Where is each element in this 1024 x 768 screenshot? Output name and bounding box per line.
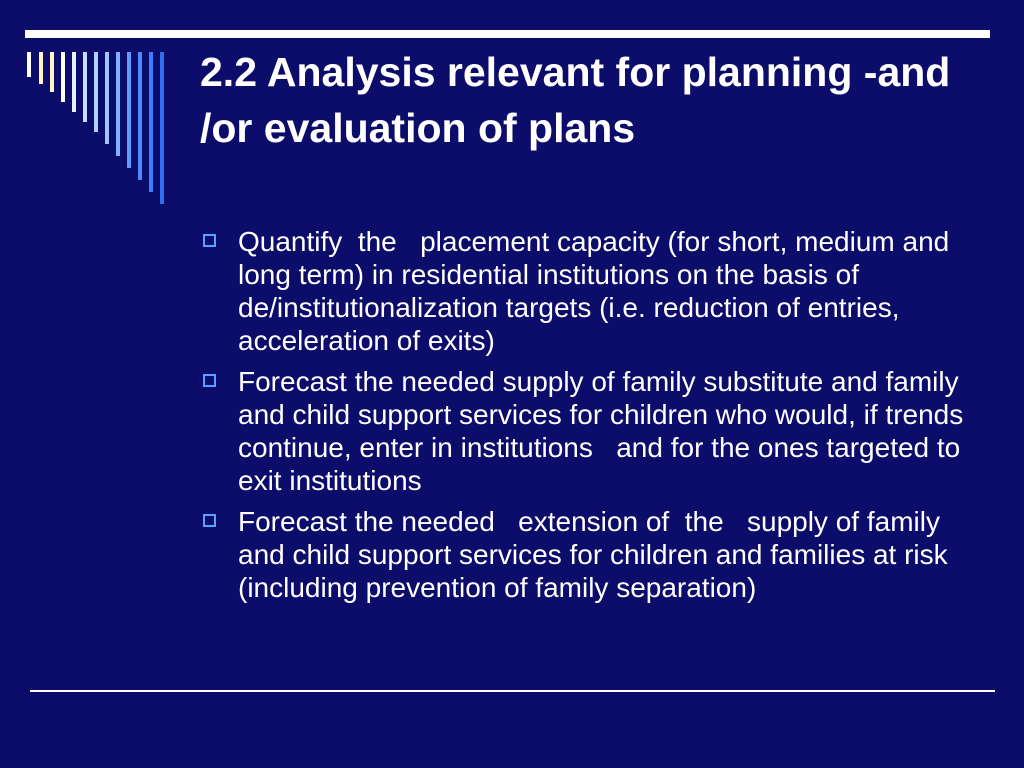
bullet-item — [203, 365, 993, 497]
slide-title: 2.2 Analysis relevant for planning -and /or evaluation of plans — [200, 49, 951, 151]
stripe — [94, 52, 98, 132]
hollow-square-bullet-icon — [203, 234, 216, 247]
stripe — [116, 52, 120, 156]
hollow-square-bullet-icon — [203, 514, 216, 527]
bullet-text: Forecast the needed supply of family substitute and family and child support services for children who would, if trends continue, enter in institutions and for the ones targeted to exit institutions — [238, 366, 972, 496]
stripe — [127, 52, 131, 168]
bullet-item — [203, 225, 993, 357]
vertical-stripes-decoration — [0, 0, 180, 220]
bullet-item — [203, 505, 993, 604]
bottom-divider-line — [30, 690, 995, 692]
hollow-square-bullet-icon — [203, 374, 216, 387]
stripe — [105, 52, 109, 144]
bullet-text: Quantify the placement capacity (for short, medium and long term) in residential institutions on the basis of de/institutionalization targets (i.e. reduction of entries, acceleration of exits) — [238, 226, 958, 356]
bullet-list — [203, 225, 993, 604]
stripe — [160, 52, 164, 204]
stripe — [149, 52, 153, 192]
stripe — [138, 52, 142, 180]
stripe — [27, 52, 31, 77]
stripe — [39, 52, 43, 84]
stripe — [83, 52, 87, 122]
stripe — [50, 52, 54, 92]
bullet-text: Forecast the needed extension of the supply of family and child support services for children and families at risk (including prevention of family separation) — [238, 506, 956, 603]
stripe — [72, 52, 76, 112]
stripe — [61, 52, 65, 102]
